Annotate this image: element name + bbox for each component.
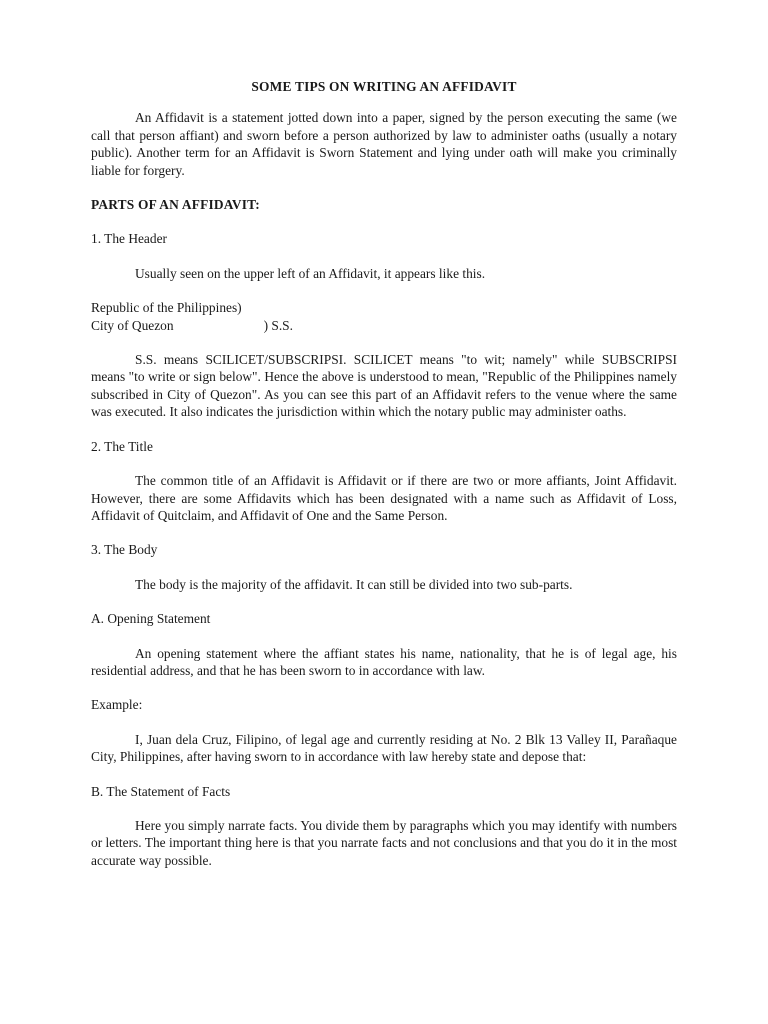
- example-paragraph: I, Juan dela Cruz, Filipino, of legal age and currently residing at No. 2 Blk 13 Valley II, Parañaque City, Philippines, after having sworn to in accordance with law hereby state and depose that:: [91, 731, 677, 765]
- facts-section-heading: B. The Statement of Facts: [91, 783, 231, 799]
- opening-section-heading: A. Opening Statement: [91, 611, 211, 627]
- header-sample-line-1: [91, 299, 677, 316]
- document-page: [91, 78, 677, 886]
- body-section-heading: 3. The Body: [91, 542, 158, 558]
- title-section-heading: 2. The Title: [91, 438, 153, 454]
- header-section-heading: 1. The Header: [91, 231, 167, 247]
- header-sample-block: [91, 299, 677, 334]
- title-section-paragraph: The common title of an Affidavit is Affidavit or if there are two or more affiants, Joint Affidavit. However, there are some Affidavits which has been designated with a name such as Affidavit of Loss, Affidavit of Quitclaim, and Affidavit of One and the Same Person.: [91, 473, 677, 523]
- opening-section-paragraph: An opening statement where the affiant states his name, nationality, that he is of legal age, his residential address, and that he has been sworn to in accordance with law.: [91, 645, 677, 678]
- intro-paragraph: An Affidavit is a statement jotted down into a paper, signed by the person executing the same (we call that person affiant) and sworn before a person authorized by law to administer oaths (usually a notary public). Another term for an Affidavit is Sworn Statement and lying under oath will make you criminally liable for forgery.: [91, 110, 677, 178]
- example-label: Example:: [91, 697, 143, 713]
- header-section-intro: Usually seen on the upper left of an Affidavit, it appears like this.: [135, 265, 486, 281]
- header-sample-city: City of Quezon: [91, 317, 174, 333]
- header-sample-spacer: [174, 317, 264, 334]
- header-explanation-paragraph: S.S. means SCILICET/SUBSCRIPSI. SCILICET means "to wit; namely" while SUBSCRIPSI means "to write or sign below". Hence the above is understood to mean, "Republic of the Philippines namely subscribed in City of Quezon". As you can see this part of an Affidavit refers to the venue where the same was executed. It also indicates the jurisdiction within which the notary public may administer oaths.: [91, 352, 677, 420]
- parts-heading: PARTS OF AN AFFIDAVIT:: [91, 197, 260, 213]
- body-section-paragraph: The body is the majority of the affidavit. It can still be divided into two sub-parts.: [135, 576, 573, 592]
- header-sample-line-2: [91, 317, 677, 334]
- header-sample-republic: Republic of the Philippines): [91, 300, 242, 316]
- document-title: SOME TIPS ON WRITING AN AFFIDAVIT: [251, 79, 517, 94]
- header-sample-ss: ) S.S.: [263, 317, 293, 333]
- facts-section-paragraph: Here you simply narrate facts. You divide them by paragraphs which you may identify with numbers or letters. The important thing here is that you narrate facts and not conclusions and that you do it in the most accurate way possible.: [91, 817, 677, 868]
